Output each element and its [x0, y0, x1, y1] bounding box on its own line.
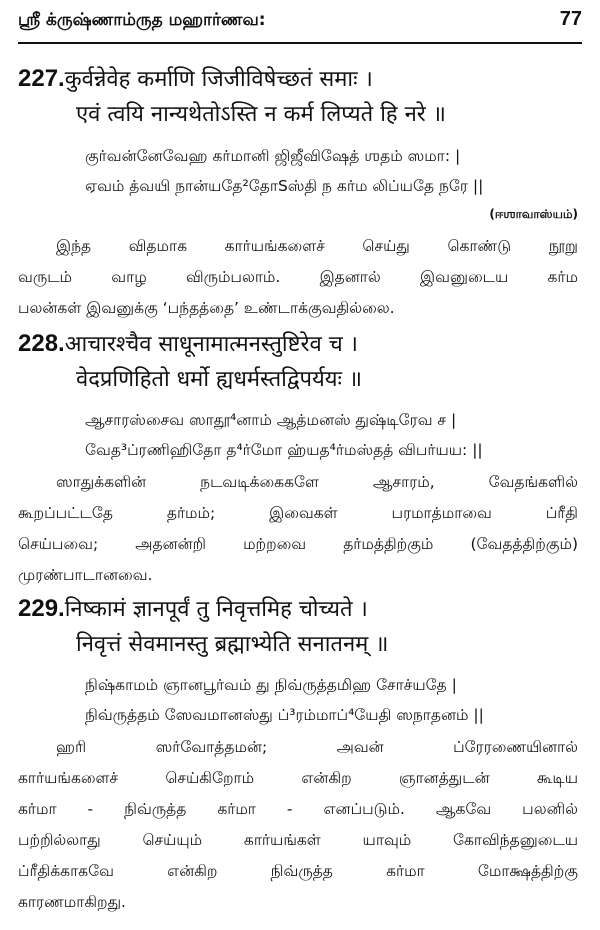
verse-229-tamil — [85, 673, 555, 733]
tamil-line: ஆசாரஸ்சைவ ஸாதூ⁴னாம் ஆத்மனஸ் துஷ்டிரேவ ச | — [85, 411, 457, 429]
tamil-line: நிவ்ருத்தம் ஸேவமானஸ்து ப்³ரம்மாப்⁴யேதி ஸநாதனம் || — [85, 706, 484, 724]
verse-number: 228. — [18, 330, 65, 357]
verse-227-explanation — [18, 234, 578, 327]
source-attribution: (ஈஶாவாஸ்யம்) — [489, 207, 578, 221]
explanation-line: பற்றில்லாது செய்யும் கார்யங்கள் யாவும் கோவிந்தனுடைய — [18, 831, 578, 849]
tamil-line: நிஷ்காமம் ஞானபூர்வம் து நிவ்ருத்தமிஹ சோச்யதே | — [85, 676, 457, 694]
sanskrit-line: एवं त्वयि नान्यथेतोऽस्ति न कर्म लिप्यते हि नरे ॥ — [76, 102, 446, 127]
sanskrit-line — [18, 592, 588, 628]
explanation-line: ப்ரீதிக்காகவே என்கிற நிவ்ருத்த கர்மா மோக்ஷத்திற்கு — [18, 862, 578, 880]
explanation-line: கூறப்பட்டதே தர்மம்; இவைகள் பரமாத்மாவை ப்ரீதி — [18, 504, 578, 522]
sanskrit-line: वेदप्रणिहितो धर्मो ह्यधर्मस्तद्विपर्ययः ॥ — [76, 367, 363, 392]
verse-229-explanation — [18, 735, 578, 921]
sanskrit-line — [18, 62, 588, 98]
header-rule — [18, 42, 582, 44]
page-number: 77 — [559, 8, 582, 30]
sanskrit-line — [18, 327, 588, 363]
book-title: ஸ்ரீ க்ருஷ்ணாம்ருத மஹார்ணவ: — [18, 10, 266, 30]
tamil-line: ஏவம் த்வயி நான்யதே²தோSஸ்தி ந கர்ம லிப்யதே நரே || — [85, 177, 484, 195]
explanation-line: முரண்பாடானவை. — [18, 566, 153, 584]
verse-number: 227. — [18, 65, 65, 92]
tamil-line: குர்வன்னேவேஹ கர்மானி ஜிஜீவிஷேத் ஶதம் ஸமா: | — [85, 147, 461, 165]
verse-228-tamil — [85, 408, 555, 468]
verse-229-sanskrit — [18, 592, 588, 664]
explanation-line: செய்பவை; அதனன்றி மற்றவை தர்மத்திற்கும் (வேதத்திற்கும்) — [18, 535, 578, 553]
verse-228-explanation — [18, 470, 578, 594]
explanation-line: பலன்கள் இவனுக்கு ‘பந்தத்தை’ உண்டாக்குவதில்லை. — [18, 299, 395, 317]
verse-number: 229. — [18, 595, 65, 622]
verse-228-sanskrit — [18, 327, 588, 399]
verse-227-sanskrit — [18, 62, 588, 134]
explanation-line: ஸாதுக்களின் நடவடிக்கைகளே ஆசாரம், வேதங்களில் — [56, 473, 578, 491]
sanskrit-text: निष्कामं ज्ञानपूर्वं तु निवृत्तमिह चोच्यते । — [64, 597, 368, 622]
verse-227-tamil — [85, 144, 555, 204]
tamil-line: வேத³ப்ரணிஹிதோ த⁴ர்மோ ஹ்யத⁴ர்மஸ்தத் விபர்யய: || — [85, 441, 483, 459]
explanation-line: வருடம் வாழ விரும்பலாம். இதனால் இவனுடைய கர்ம — [18, 268, 578, 286]
explanation-line: காரணமாகிறது. — [18, 893, 126, 911]
explanation-line: கர்மா - நிவ்ருத்த கர்மா - எனப்படும். ஆகவே பலனில் — [18, 800, 578, 818]
explanation-line: ஹரி ஸர்வோத்தமன்; அவன் ப்ரேரணையினால் — [56, 738, 578, 756]
running-header — [18, 4, 582, 44]
explanation-line: கார்யங்களைச் செய்கிறோம் என்கிற ஞானத்துடன் கூடிய — [18, 769, 578, 787]
sanskrit-text: कुर्वन्नेवेह कर्माणि जिजीविषेच्छतं समाः । — [64, 67, 373, 92]
sanskrit-line: निवृत्तं सेवमानस्तु ब्रह्माभ्येति सनातनम् ॥ — [76, 632, 389, 657]
sanskrit-text: आचारश्चैव साधूनामात्मनस्तुष्टिरेव च । — [64, 332, 358, 357]
explanation-line: இந்த விதமாக கார்யங்களைச் செய்து கொண்டு நூறு — [56, 237, 578, 255]
